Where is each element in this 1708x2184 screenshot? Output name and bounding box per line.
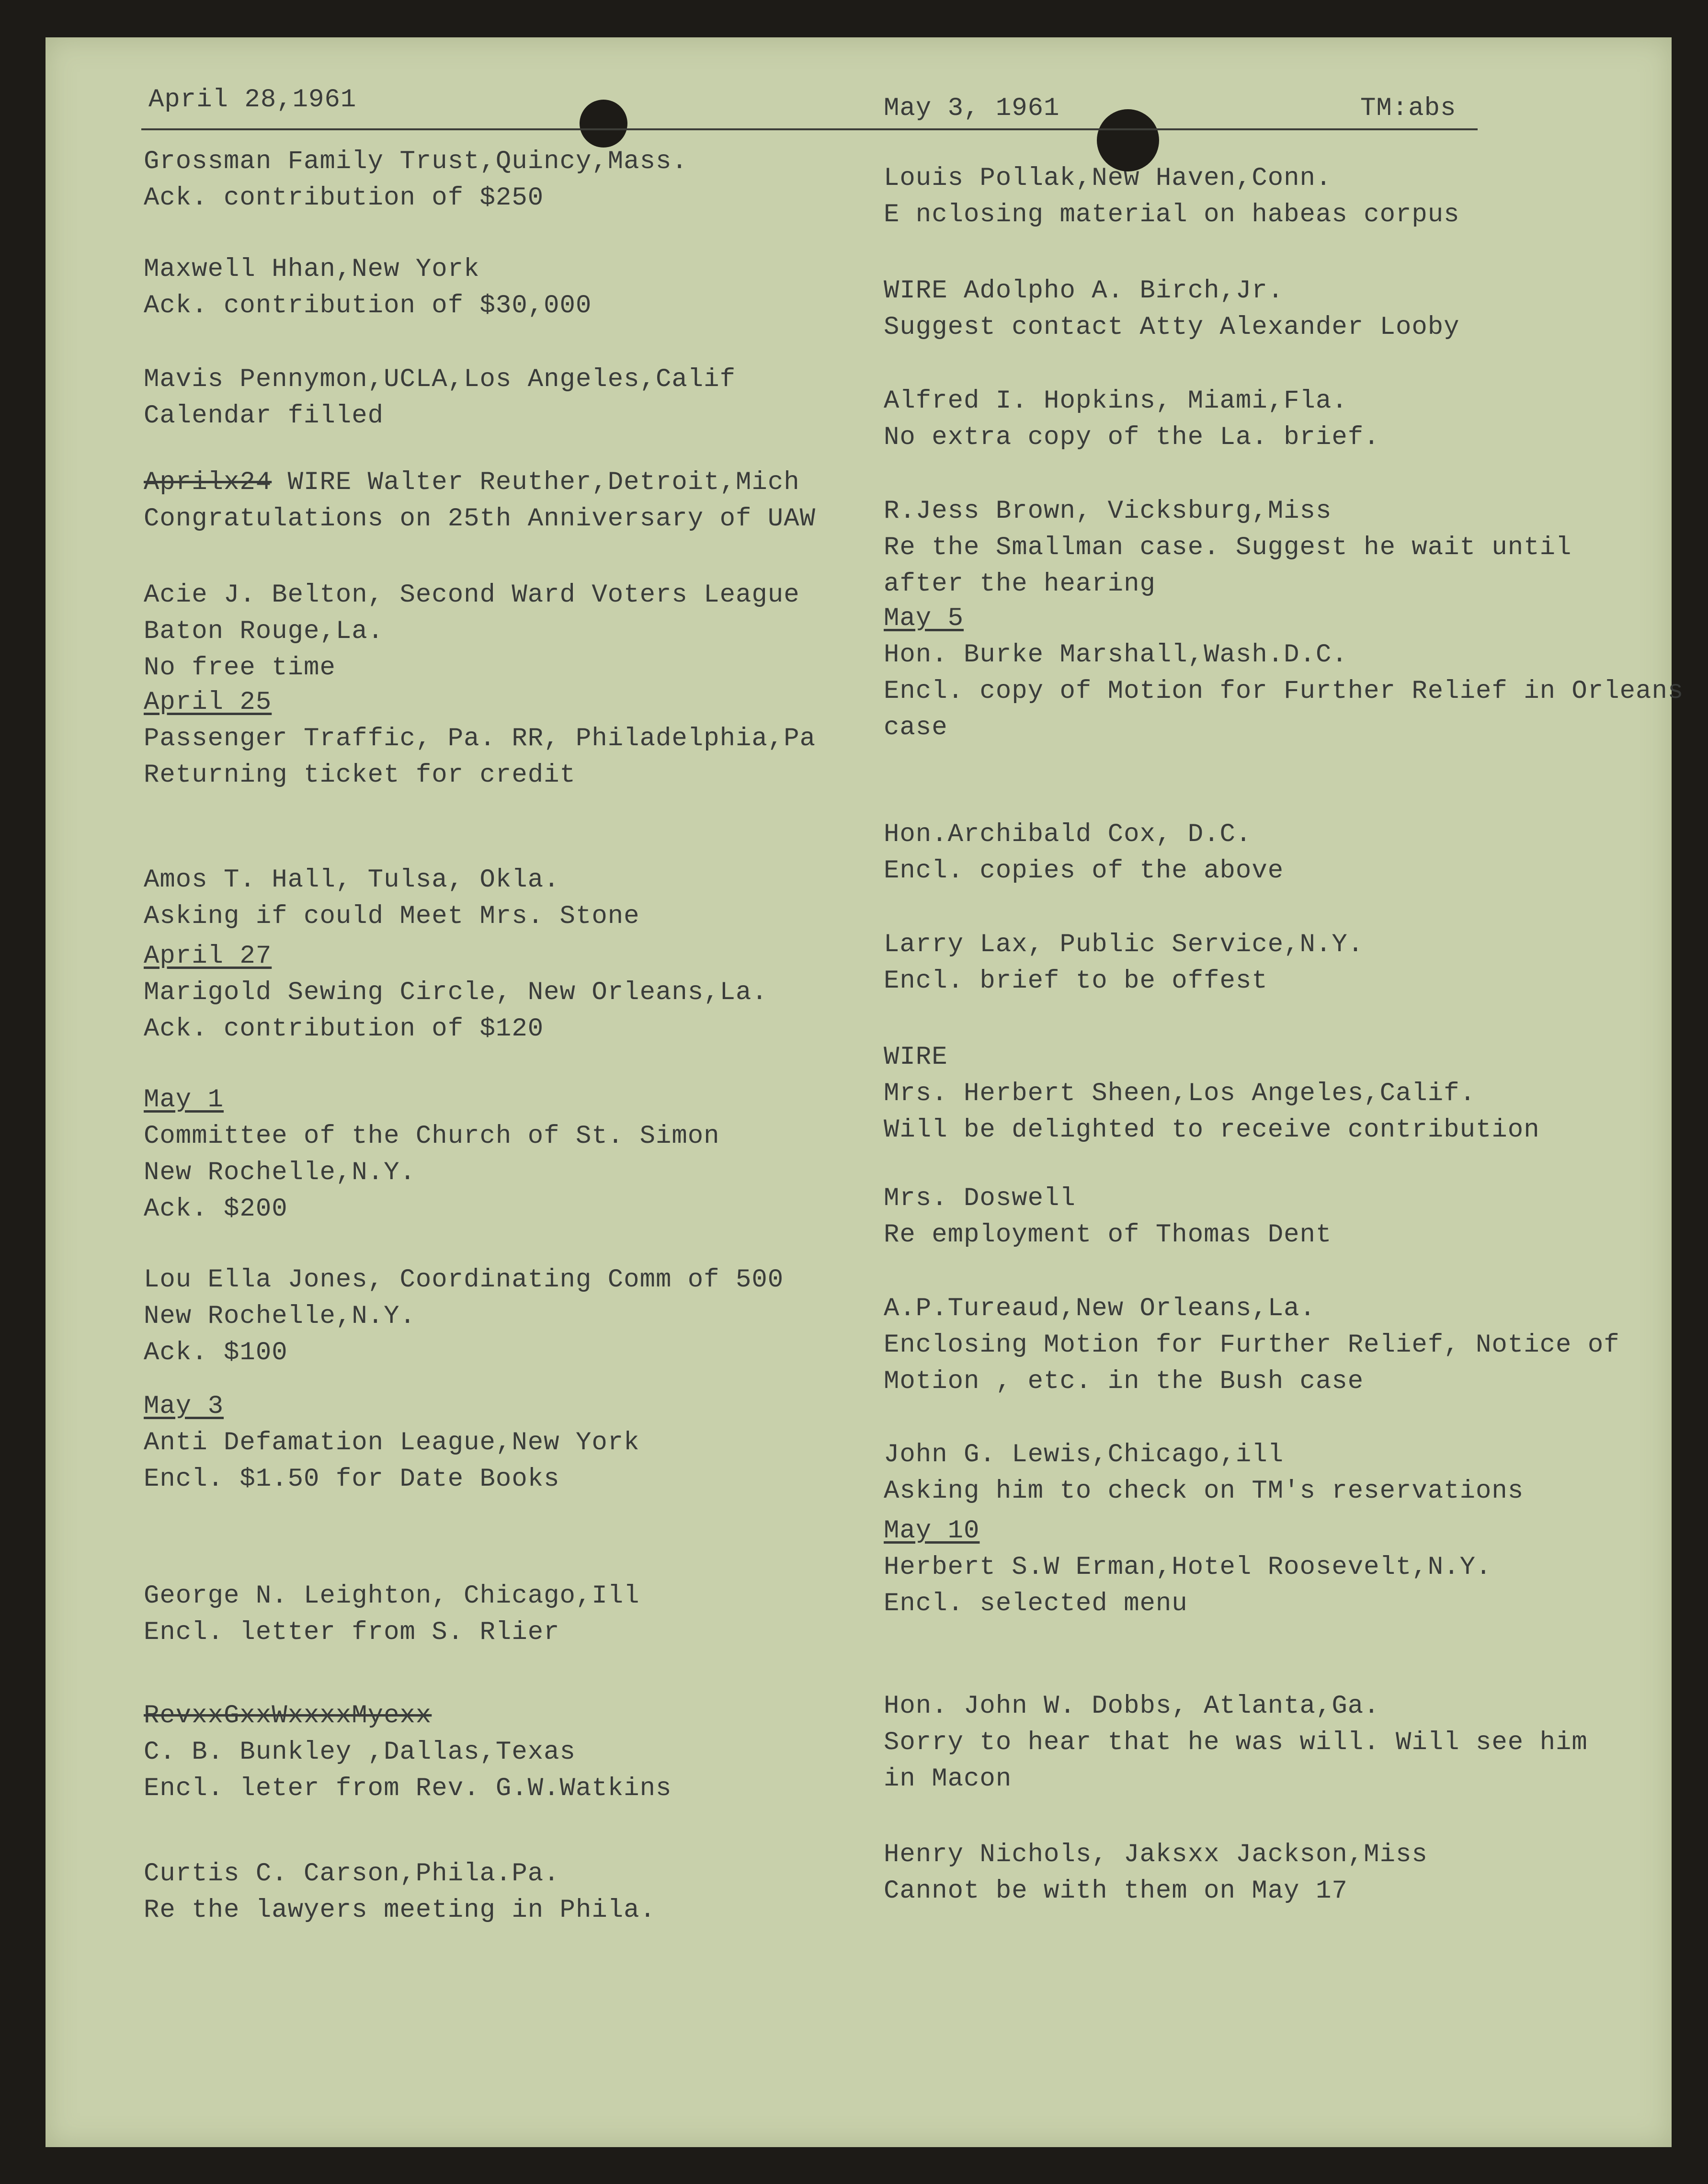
entry-line: Mrs. Herbert Sheen,Los Angeles,Calif. [884, 1079, 1476, 1108]
left-log-entry [144, 862, 640, 935]
entry-line: Encl. leter from Rev. G.W.Watkins [144, 1774, 672, 1803]
entry-line: No free time [144, 653, 336, 682]
entry-date-heading: May 5 [884, 604, 964, 633]
entry-line: Re the Smallman case. Suggest he wait until [884, 533, 1572, 562]
left-log-entry [144, 1698, 672, 1807]
entry-date-heading: April 25 [144, 688, 272, 717]
entry-line: Alfred I. Hopkins, Miami,Fla. [884, 387, 1348, 416]
entry-line: Mavis Pennymon,UCLA,Los Angeles,Calif [144, 365, 736, 394]
right-log-entry [884, 601, 1684, 746]
entry-line: E nclosing material on habeas corpus [884, 200, 1460, 229]
right-log-entry [884, 1688, 1588, 1797]
left-log-entry [144, 1262, 784, 1371]
entry-line: Cannot be with them on May 17 [884, 1877, 1348, 1906]
entry-date-heading: April 27 [144, 942, 272, 971]
entry-line: No extra copy of the La. brief. [884, 423, 1380, 452]
right-log-entry [884, 493, 1571, 603]
entry-line: Calendar filled [144, 401, 384, 431]
header-rule [141, 128, 1478, 130]
entry-line: Ack. contribution of $120 [144, 1014, 544, 1044]
entry-line: Anti Defamation League,New York [144, 1428, 640, 1457]
right-log-entry [884, 1437, 1524, 1510]
entry-date-heading: May 10 [884, 1516, 980, 1546]
entry-line: Herbert S.W Erman,Hotel Roosevelt,N.Y. [884, 1553, 1492, 1582]
entry-line: Encl. copies of the above [884, 856, 1284, 886]
entry-line: Encl. brief to be offest [884, 967, 1268, 996]
entry-line: Returning ticket for credit [144, 761, 576, 790]
entry-line [144, 465, 816, 501]
entry-line: New Rochelle,N.Y. [144, 1158, 416, 1187]
entry-line: Ack. $100 [144, 1338, 288, 1367]
left-log-entry [144, 577, 800, 686]
left-log-entry [144, 684, 816, 794]
right-log-entry [884, 383, 1380, 456]
entry-line: Committee of the Church of St. Simon [144, 1122, 720, 1151]
right-log-entry [884, 927, 1364, 1000]
entry-line: after the hearing [884, 569, 1156, 599]
typist-initials: TM:abs [1360, 94, 1457, 123]
right-log-entry [884, 160, 1460, 233]
entry-line: Hon. John W. Dobbs, Atlanta,Ga. [884, 1692, 1380, 1721]
left-log-entry [144, 1578, 640, 1651]
left-log-entry [144, 1856, 656, 1929]
entry-line: John G. Lewis,Chicago,ill [884, 1440, 1284, 1469]
entry-line: Louis Pollak,New Haven,Conn. [884, 164, 1332, 193]
right-log-entry [884, 1181, 1332, 1253]
entry-line: Curtis C. Carson,Phila.Pa. [144, 1859, 560, 1888]
right-log-entry [884, 1513, 1492, 1622]
entry-line: WIRE [884, 1043, 948, 1072]
entry-line: case [884, 713, 948, 742]
punch-hole-left [580, 100, 627, 148]
entry-line: Grossman Family Trust,Quincy,Mass. [144, 147, 688, 176]
entry-line: Encl. copy of Motion for Further Relief in Orleans [884, 677, 1684, 706]
entry-line: Ack. contribution of $250 [144, 183, 544, 213]
entry-date-heading: May 3 [144, 1392, 224, 1421]
right-log-entry [884, 1039, 1540, 1149]
struck-out-line: RevxxGxxWxxxxMyexx [144, 1701, 432, 1730]
entry-line: Passenger Traffic, Pa. RR, Philadelphia,Pa [144, 724, 816, 753]
left-log-entry [144, 144, 688, 216]
entry-line: George N. Leighton, Chicago,Ill [144, 1581, 640, 1611]
entry-line: Motion , etc. in the Bush case [884, 1367, 1364, 1396]
entry-line: Mrs. Doswell [884, 1184, 1076, 1213]
left-log-entry [144, 1388, 640, 1498]
entry-line: A.P.Tureaud,New Orleans,La. [884, 1294, 1316, 1323]
right-log-entry [884, 273, 1460, 346]
entry-line: Asking if could Meet Mrs. Stone [144, 902, 640, 931]
entry-line: Asking him to check on TM's reservations [884, 1477, 1524, 1506]
entry-line: C. B. Bunkley ,Dallas,Texas [144, 1738, 576, 1767]
entry-line: Henry Nichols, Jaksxx Jackson,Miss [884, 1840, 1428, 1869]
entry-line: Maxwell Hhan,New York [144, 255, 480, 284]
entry-line: Encl. letter from S. Rlier [144, 1618, 560, 1647]
entry-line: Encl. selected menu [884, 1589, 1188, 1618]
entry-line: Amos T. Hall, Tulsa, Okla. [144, 865, 560, 895]
entry-line: Baton Rouge,La. [144, 617, 384, 646]
left-log-entry [144, 1082, 720, 1228]
entry-line: in Macon [884, 1764, 1012, 1794]
right-log-entry [884, 817, 1284, 889]
left-log-entry [144, 251, 592, 324]
entry-line-text: WIRE Walter Reuther,Detroit,Mich [287, 468, 800, 497]
entry-line: Larry Lax, Public Service,N.Y. [884, 930, 1364, 959]
entry-line: Acie J. Belton, Second Ward Voters League [144, 580, 800, 610]
entry-line: Re employment of Thomas Dent [884, 1220, 1332, 1250]
left-log-entry [144, 938, 768, 1047]
entry-line: Lou Ella Jones, Coordinating Comm of 500 [144, 1265, 784, 1295]
entry-line: WIRE Adolpho A. Birch,Jr. [884, 276, 1284, 306]
entry-line: Ack. contribution of $30,000 [144, 291, 592, 320]
entry-line: Suggest contact Atty Alexander Looby [884, 313, 1460, 342]
right-log-entry [884, 1837, 1428, 1910]
entry-line: Will be delighted to receive contribution [884, 1115, 1540, 1145]
entry-line: Re the lawyers meeting in Phila. [144, 1896, 656, 1925]
entry-line: Congratulations on 25th Anniversary of UAW [144, 504, 816, 534]
entry-date-heading: May 1 [144, 1085, 224, 1115]
entry-line: Ack. $200 [144, 1194, 288, 1224]
entry-line: Enclosing Motion for Further Relief, Notice of [884, 1331, 1620, 1360]
left-log-entry [144, 465, 816, 537]
entry-line: Encl. $1.50 for Date Books [144, 1465, 560, 1494]
entry-line: Sorry to hear that he was will. Will see him [884, 1728, 1588, 1757]
entry-line: Marigold Sewing Circle, New Orleans,La. [144, 978, 768, 1007]
entry-line: Hon. Burke Marshall,Wash.D.C. [884, 640, 1348, 670]
struck-out-prefix: Aprilx24 [144, 468, 272, 497]
left-log-entry [144, 362, 736, 434]
left-header-date: April 28,1961 [148, 85, 357, 114]
right-header-date: May 3, 1961 [884, 94, 1060, 123]
entry-line: R.Jess Brown, Vicksburg,Miss [884, 497, 1332, 526]
entry-line: New Rochelle,N.Y. [144, 1302, 416, 1331]
entry-line: Hon.Archibald Cox, D.C. [884, 820, 1252, 849]
right-log-entry [884, 1291, 1620, 1400]
